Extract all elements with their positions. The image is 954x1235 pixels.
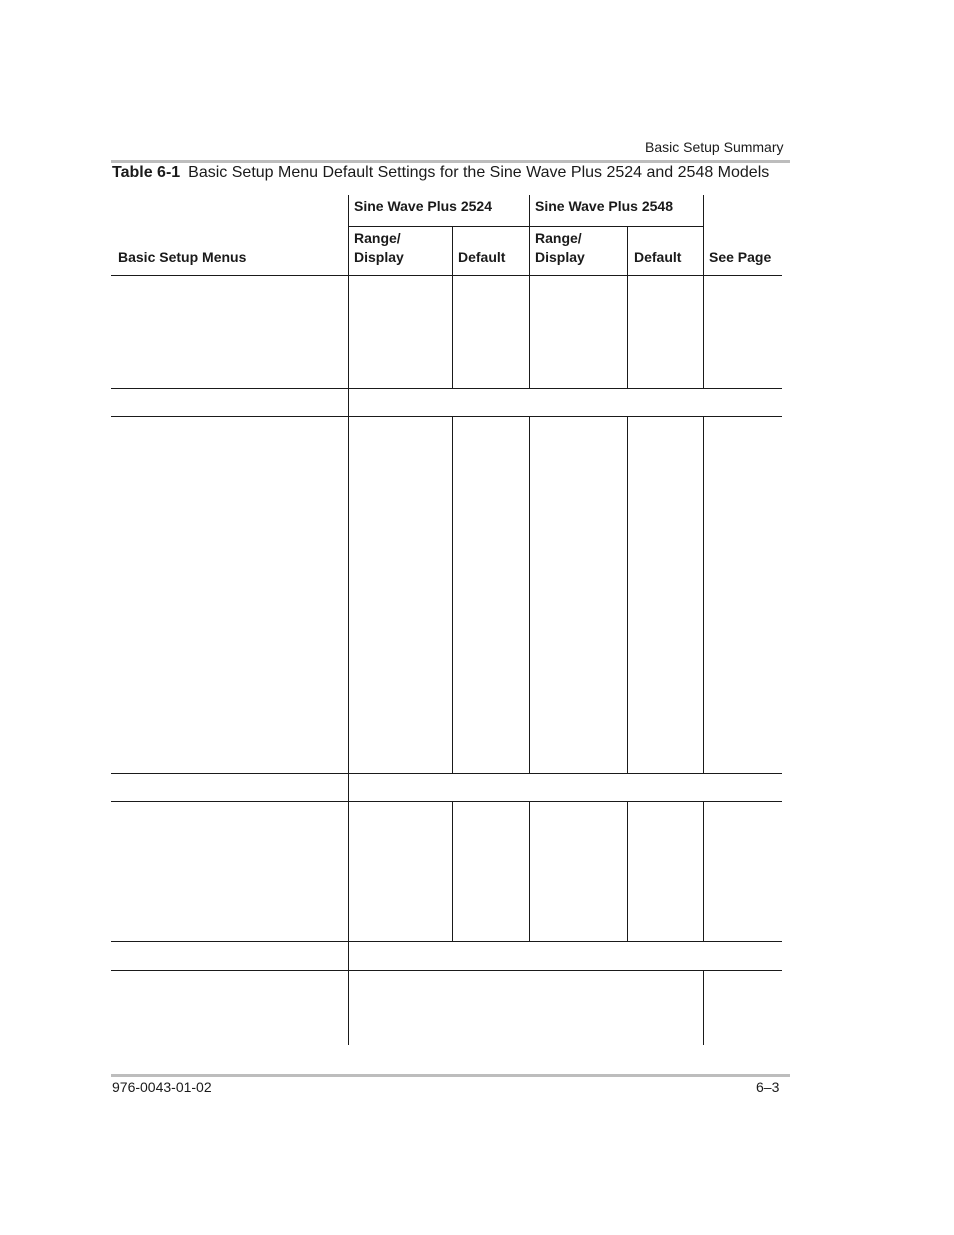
row-rule	[111, 773, 782, 774]
column-header-default-2524: Default	[458, 249, 506, 265]
row-rule	[111, 388, 782, 389]
group-header-2548: Sine Wave Plus 2548	[535, 198, 673, 214]
column-header-range-2524	[354, 229, 404, 267]
column-header-default-2548: Default	[634, 249, 682, 265]
range-label-line1: Range/	[354, 230, 401, 246]
group-header-2524: Sine Wave Plus 2524	[354, 198, 492, 214]
column-header-range-2548	[535, 229, 585, 267]
column-header-see-page: See Page	[709, 249, 772, 265]
range-label-line2: Display	[354, 249, 404, 265]
column-rule	[703, 195, 704, 389]
column-rule	[529, 195, 530, 226]
table-caption-number: Table 6-1	[112, 164, 181, 181]
column-rule	[627, 416, 628, 774]
column-rule	[703, 416, 704, 774]
column-rule	[529, 801, 530, 942]
column-rule	[452, 801, 453, 942]
column-rule	[529, 416, 530, 774]
row-rule	[111, 801, 782, 802]
row-rule	[111, 416, 782, 417]
doc-number: 976-0043-01-02	[112, 1079, 212, 1095]
row-rule	[111, 970, 782, 971]
column-rule	[703, 970, 704, 1045]
running-head: Basic Setup Summary	[645, 139, 784, 155]
column-rule	[452, 416, 453, 774]
row-rule	[111, 941, 782, 942]
row-rule	[348, 226, 704, 227]
column-rule	[703, 801, 704, 942]
range-label-line1: Range/	[535, 230, 582, 246]
footer-rule	[111, 1074, 790, 1077]
row-rule	[111, 275, 782, 276]
page-number: 6–3	[756, 1079, 780, 1095]
column-rule	[529, 226, 530, 389]
column-rule	[348, 195, 349, 1045]
range-label-line2: Display	[535, 249, 585, 265]
column-rule	[627, 801, 628, 942]
column-header-menus: Basic Setup Menus	[118, 249, 247, 265]
column-rule	[452, 226, 453, 389]
table-caption-text: Basic Setup Menu Default Settings for the Sine Wave Plus 2524 and 2548 Models	[188, 164, 770, 181]
column-rule	[627, 226, 628, 389]
